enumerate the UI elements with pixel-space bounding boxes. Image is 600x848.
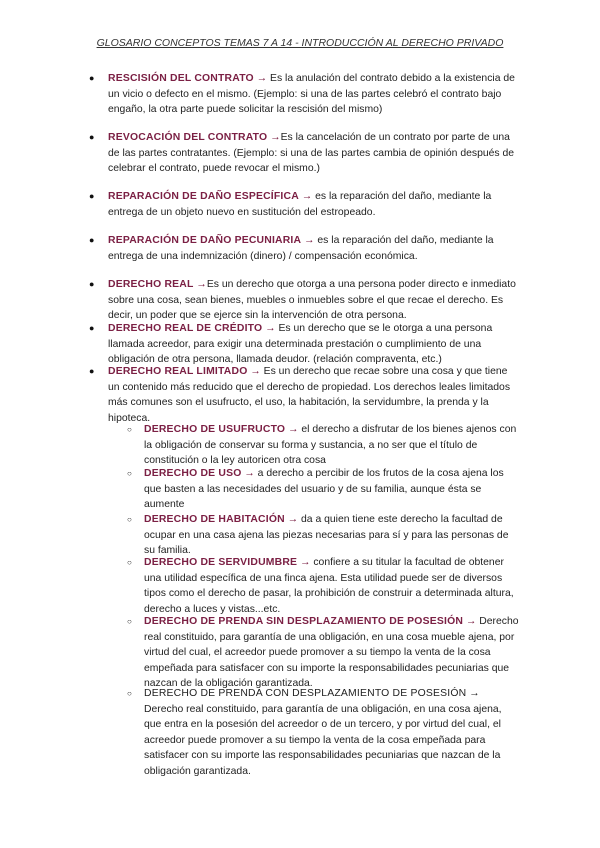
subentry-uso: [127, 466, 520, 513]
definition: Es un derecho que otorga a una persona poder directo e inmediato sobre una cosa, sean bienes, muebles o inmuebles sobre el que recae el derecho. Es decir, un poder que se ejerce sin la intervención de otra persona.: [108, 279, 516, 321]
hollow-bullet-icon: ○: [127, 689, 132, 698]
arrow-icon: →: [465, 616, 477, 627]
hollow-bullet-icon: ○: [127, 425, 132, 434]
arrow-icon: →: [256, 73, 268, 84]
entry-reparacion-pecuniaria: [89, 233, 520, 264]
entry-reparacion-especifica: [89, 189, 520, 220]
definition: a derecho a percibir de los frutos de la cosa ajena los que basten a las necesidades del usuario y de su familia, aunque ésta se aumente: [144, 468, 504, 510]
term: DERECHO DE HABITACIÓN: [144, 514, 285, 525]
arrow-icon: →: [244, 468, 255, 479]
bullet-icon: ●: [89, 73, 95, 83]
entry-derecho-real-credito: [89, 321, 520, 368]
arrow-icon: →: [469, 688, 480, 699]
definition: da a quien tiene este derecho la facultad de ocupar en una casa ajena las piezas necesarias para sí y para las personas de su familia.: [144, 514, 509, 556]
definition: Es un derecho que recae sobre una cosa y que tiene un contenido más reducido que el derecho de propiedad. Los derechos leales limitados más comunes son el usufructo, el uso, la habitación, la servidumbre, la prenda y la hipoteca.: [108, 366, 511, 424]
bullet-icon: ●: [89, 191, 95, 201]
bullet-icon: ●: [89, 279, 95, 289]
bullet-icon: ●: [89, 235, 95, 245]
definition: Derecho real constituido, para garantía de una obligación, en una cosa mueble ajena, por virtud del cual, el acreedor puede promover a su tiempo la venta de la cosa empeñada para satisfacer con su importe la responsabilidades pecuniarias que nazcan de la obligación garantizada.: [144, 616, 519, 689]
arrow-icon: →: [288, 424, 299, 435]
subentry-habitacion: [127, 512, 520, 559]
term: DERECHO REAL LIMITADO: [108, 366, 248, 377]
entry-derecho-real: [89, 277, 520, 324]
subentry-usufructo: [127, 422, 520, 469]
arrow-icon: →: [250, 366, 261, 377]
hollow-bullet-icon: ○: [127, 469, 132, 478]
term: DERECHO REAL DE CRÉDITO: [108, 323, 263, 334]
subentry-servidumbre: [127, 555, 520, 617]
definition: Es la cancelación de un contrato por parte de una de las partes contratantes. (Ejemplo: si una de las partes cambia de opinión después de celebrar el contrato, puede revocar el mismo.): [108, 132, 515, 174]
arrow-icon: →: [287, 514, 299, 525]
term: REPARACIÓN DE DAÑO ESPECÍFICA: [108, 191, 299, 202]
term: DERECHO DE USUFRUCTO: [144, 424, 286, 435]
bullet-icon: ●: [89, 323, 95, 333]
entry-revocacion: [89, 130, 520, 177]
definition: Es un derecho que se le otorga a una persona llamada acreedor, para exigir una determinada prestación o cumplimiento de una obligación de otra persona, llamada deudor. (relación compraventa, etc.): [108, 323, 493, 365]
bullet-icon: ●: [89, 366, 95, 376]
term: DERECHO DE SERVIDUMBRE: [144, 557, 298, 568]
arrow-icon: →: [300, 557, 311, 568]
subentry-prenda-con-desplazamiento: [127, 686, 520, 779]
term: DERECHO DE USO: [144, 468, 242, 479]
term: DERECHO DE PRENDA CON DESPLAZAMIENTO DE POSESIÓN: [144, 688, 467, 699]
term: REVOCACIÓN DEL CONTRATO: [108, 132, 268, 143]
definition: confiere a su titular la facultad de obtener una utilidad específica de una finca ajena. Esta utilidad puede ser de diversos tipos como el derecho de pasar, la prohibición de construir a determinada altura, derecho a luces y vistas...etc.: [144, 557, 514, 615]
definition: Derecho real constituido, para garantía de una obligación, en una cosa ajena, que entra en la posesión del acreedor o de un tercero, y por virtud del cual, el acreedor puede promover a su tiempo la venta de la cosa empeñada para satisfacer con su importe las responsabilidades pecuniarias que nazcan de la obligación garantizada.: [144, 703, 502, 777]
term: RESCISIÓN DEL CONTRATO: [108, 73, 254, 84]
arrow-icon: →: [270, 132, 281, 143]
term: REPARACIÓN DE DAÑO PECUNIARIA: [108, 235, 302, 246]
page-title: GLOSARIO CONCEPTOS TEMAS 7 A 14 - INTRODUCCIÓN AL DERECHO PRIVADO: [96, 37, 504, 49]
entry-rescision: [89, 71, 520, 118]
hollow-bullet-icon: ○: [127, 558, 132, 567]
arrow-icon: →: [265, 323, 276, 334]
subentry-prenda-sin-desplazamiento: [127, 614, 520, 692]
arrow-icon: →: [301, 191, 313, 202]
definition: el derecho a disfrutar de los bienes ajenos con la obligación de conservar su forma y sustancia, a no ser que el título de constitución o la ley autoricen otra cosa: [144, 424, 517, 466]
term: DERECHO DE PRENDA SIN DESPLAZAMIENTO DE POSESIÓN: [144, 616, 464, 627]
hollow-bullet-icon: ○: [127, 617, 132, 626]
arrow-icon: →: [196, 279, 207, 290]
definition: Es la anulación del contrato debido a la existencia de un vicio o defecto en el mismo. (Ejemplo: si una de las partes celebró el contrato bajo engaño, la otra parte puede solicitar la rescisión del mismo): [108, 73, 515, 115]
entry-derecho-real-limitado: [89, 364, 520, 426]
definition: es la reparación del daño, mediante la entrega de un objeto nuevo en sustitución del estropeado.: [108, 191, 492, 218]
term: DERECHO REAL: [108, 279, 194, 290]
hollow-bullet-icon: ○: [127, 515, 132, 524]
bullet-icon: ●: [89, 132, 95, 142]
definition: es la reparación del daño, mediante la entrega de una indemnización (dinero) / compensación económica.: [108, 235, 494, 262]
arrow-icon: →: [304, 235, 315, 246]
